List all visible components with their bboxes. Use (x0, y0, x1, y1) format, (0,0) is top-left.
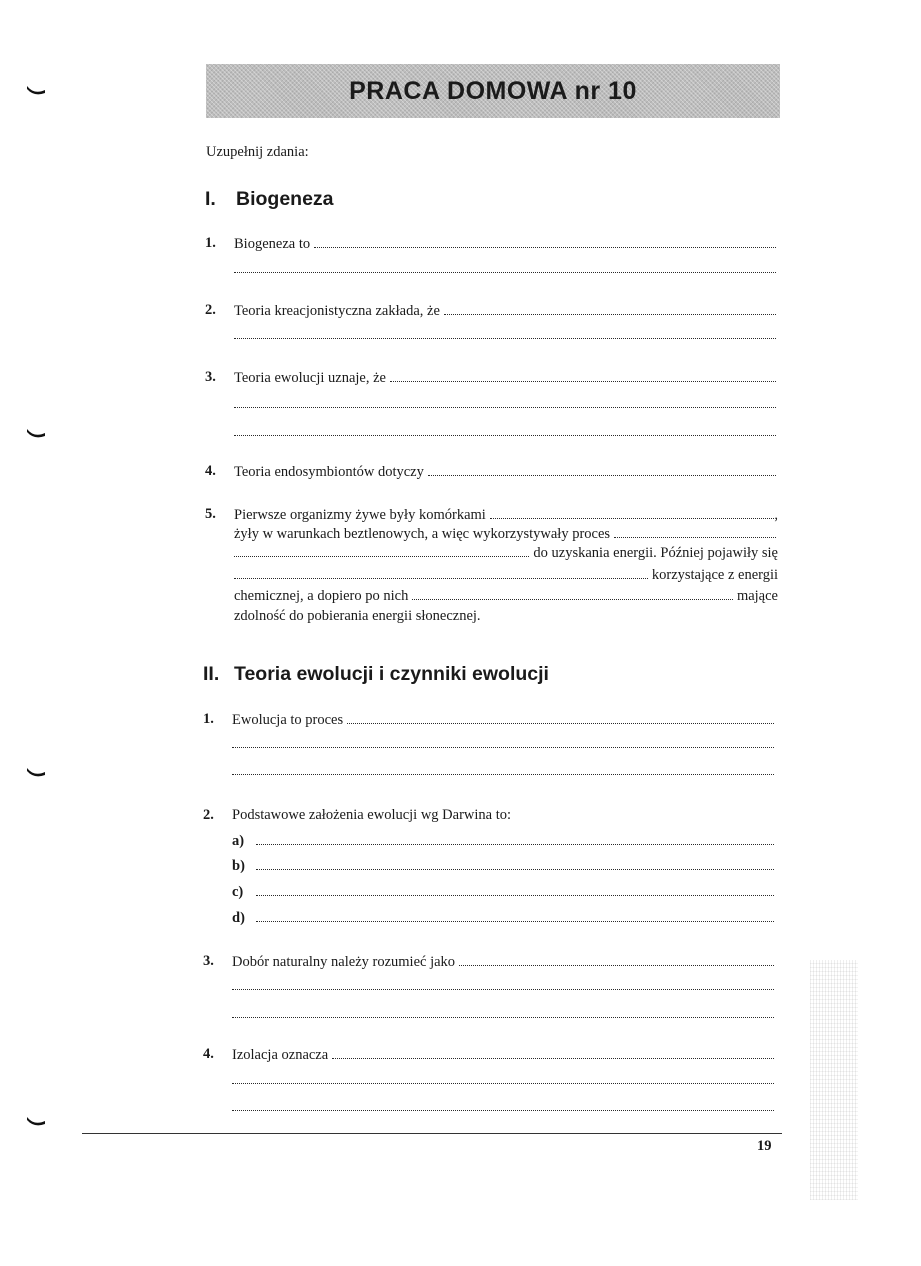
answer-line[interactable] (232, 988, 774, 990)
instruction: Uzupełnij zdania: (206, 144, 309, 160)
section-heading-2 (203, 662, 549, 686)
page-number: 19 (757, 1138, 772, 1154)
question-text: zdolność do pobierania energii słonecznej. (234, 608, 481, 624)
answer-line[interactable] (232, 773, 774, 775)
question-1-5-line-2 (234, 524, 776, 543)
question-text: Pierwsze organizmy żywe były komórkami (234, 507, 486, 523)
list-item-c (232, 882, 774, 901)
scan-edge-texture (810, 960, 858, 1200)
section-title: Biogeneza (236, 188, 334, 210)
question-text: do uzyskania energii. Później pojawiły się (533, 545, 778, 561)
binding-mark (26, 766, 46, 778)
question-number: 2. (205, 302, 216, 318)
question-2-1 (203, 710, 774, 729)
answer-blank[interactable] (256, 882, 774, 896)
section-title: Teoria ewolucji i czynniki ewolucji (234, 663, 549, 685)
footer-rule (82, 1133, 782, 1134)
question-1-4 (205, 462, 776, 481)
question-text: Teoria ewolucji uznaje, że (234, 370, 386, 386)
question-number: 3. (203, 953, 214, 969)
question-2-3 (203, 952, 774, 971)
binding-mark (26, 427, 46, 439)
list-marker: b) (232, 858, 245, 874)
title-banner (206, 64, 780, 118)
question-1-2 (205, 301, 776, 320)
answer-blank[interactable] (314, 234, 776, 248)
question-2-4 (203, 1045, 774, 1064)
question-number: 1. (203, 711, 214, 727)
answer-blank[interactable] (256, 908, 774, 922)
question-2-2 (203, 806, 774, 824)
answer-line[interactable] (234, 406, 776, 408)
answer-blank[interactable] (444, 301, 776, 315)
question-number: 3. (205, 369, 216, 385)
question-text: chemicznej, a dopiero po nich (234, 588, 409, 604)
question-1-5-line-6 (234, 607, 778, 625)
list-item-d (232, 908, 774, 927)
section-heading-1 (205, 187, 334, 211)
answer-line[interactable] (234, 434, 776, 436)
question-text: korzystające z energii (651, 567, 778, 583)
answer-line[interactable] (232, 1082, 774, 1084)
question-text: Biogeneza to (234, 236, 311, 252)
question-1-3 (205, 368, 776, 387)
list-item-b (232, 856, 774, 875)
answer-blank[interactable] (459, 952, 774, 966)
question-number: 1. (205, 235, 216, 251)
question-1-5-line-5 (234, 586, 778, 605)
answer-line[interactable] (232, 1016, 774, 1018)
question-number: 4. (205, 463, 216, 479)
answer-blank[interactable] (234, 543, 529, 557)
question-1-5-line-3 (234, 543, 778, 562)
binding-mark (26, 84, 46, 96)
section-number: I. (205, 188, 216, 210)
question-text: Teoria kreacjonistyczna zakłada, że (234, 303, 440, 319)
answer-line[interactable] (234, 271, 776, 273)
answer-blank[interactable] (428, 462, 776, 476)
question-text: Teoria endosymbiontów dotyczy (234, 464, 424, 480)
question-1-5-line-1 (205, 505, 778, 524)
question-number: 5. (205, 506, 216, 522)
answer-blank[interactable] (256, 831, 774, 845)
list-marker: a) (232, 833, 245, 849)
answer-blank[interactable] (347, 710, 774, 724)
answer-blank[interactable] (390, 368, 776, 382)
page-title: PRACA DOMOWA nr 10 (349, 76, 637, 105)
answer-blank[interactable] (256, 856, 774, 870)
question-text: Dobór naturalny należy rozumieć jako (232, 954, 456, 970)
binding-mark (26, 1115, 46, 1127)
question-text: Izolacja oznacza (232, 1047, 329, 1063)
list-marker: d) (232, 910, 245, 926)
section-number: II. (203, 663, 220, 685)
answer-blank[interactable] (332, 1045, 774, 1059)
answer-line[interactable] (234, 337, 776, 339)
question-1-1 (205, 234, 776, 253)
question-number: 4. (203, 1046, 214, 1062)
question-text: Ewolucja to proces (232, 712, 344, 728)
answer-line[interactable] (232, 1109, 774, 1111)
answer-blank[interactable] (614, 524, 776, 538)
question-text: Podstawowe założenia ewolucji wg Darwina to: (232, 807, 512, 823)
question-number: 2. (203, 807, 214, 823)
answer-blank[interactable] (412, 586, 733, 600)
list-marker: c) (232, 884, 244, 900)
answer-blank[interactable] (234, 565, 648, 579)
punctuation: , (774, 507, 778, 523)
question-1-5-line-4 (234, 565, 778, 584)
question-text: żyły w warunkach beztlenowych, a więc wykorzystywały proces (234, 526, 611, 542)
answer-blank[interactable] (490, 505, 775, 519)
answer-line[interactable] (232, 746, 774, 748)
question-text: mające (736, 588, 778, 604)
list-item-a (232, 831, 774, 850)
